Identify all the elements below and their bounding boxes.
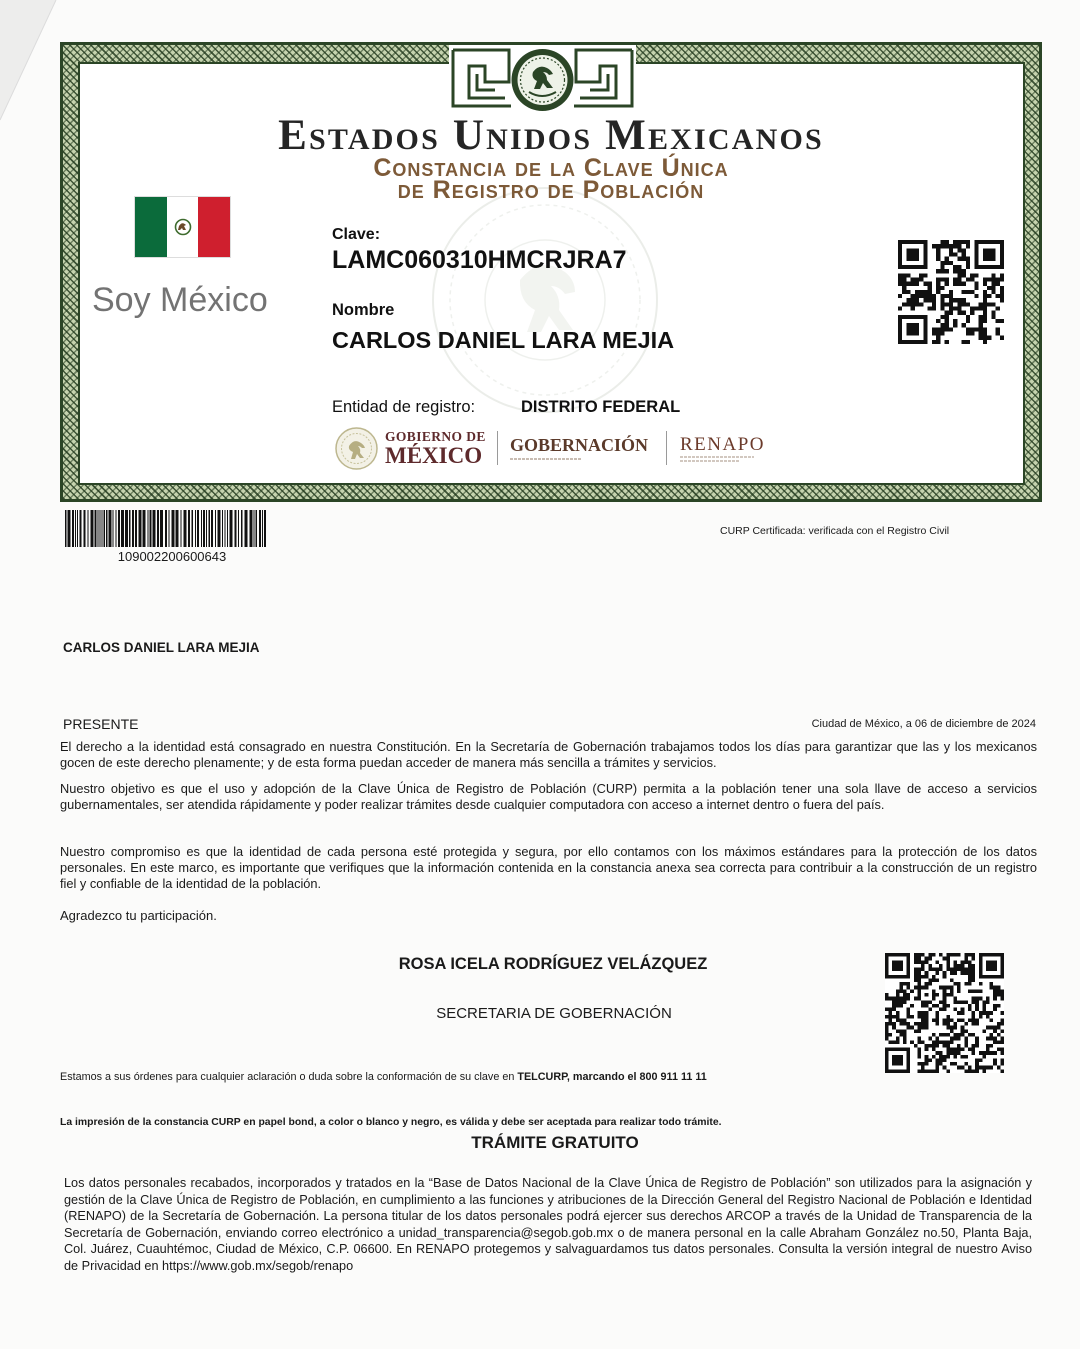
logo-separator xyxy=(497,431,498,465)
entidad-label: Entidad de registro: xyxy=(332,398,476,416)
renapo-logo: RENAPO xyxy=(680,434,766,455)
letter-place-date: Ciudad de México, a 06 de diciembre de 2024 xyxy=(811,718,1036,730)
signer-title: SECRETARIA DE GOBERNACIÓN xyxy=(436,1005,672,1022)
clave-label: Clave: xyxy=(332,226,381,243)
curp-certificate xyxy=(60,42,1042,502)
certificate-title: Estados Unidos Mexicanos xyxy=(278,112,824,159)
gobierno-logo-line2: MÉXICO xyxy=(385,443,483,468)
gobernacion-logo-subtext xyxy=(510,457,590,461)
letter-paragraph: El derecho a la identidad está consagrado en nuestra Constitución. En la Secretaría de Gobernación trabajamos todos los días para garantizar que las y los mexicanos gocen de este derecho plenamente; y de esta forma puedan acceder de manera más sencilla a trámites y servicios. xyxy=(60,739,1037,770)
nombre-value: CARLOS DANIEL LARA MEJIA xyxy=(332,327,675,353)
letter-closing: Agradezco tu participación. xyxy=(60,908,217,923)
privacy-notice: Los datos personales recabados, incorporados y tratados en la “Base de Datos Nacional de la Clave Única de Registro de Población” son utilizados para la asignación y gestión de la Clave Única de Registro de Población, en cumplimiento a las funciones y atribuciones de la Dirección General del Registro Nacional de Población e Identidad (RENAPO) de la Secretaría de Gobernación. La persona titular de los datos personales podrá ejercer sus derechos ARCOP a través de la Unidad de Transparencia de la Secretaría de Gobernación, enviando correo electrónico a unidad_transparencia@segob.gob.mx o de manera personal en la calle Abraham González no.50, Planta Baja, Col. Juárez, Cuauhtémoc, Ciudad de México, C.P. 06600. En RENAPO protegemos y salvaguardamos tus datos personales. Consulta la versión integral de nuestro Aviso de Privacidad en https://www.gob.mx/segob/renapo xyxy=(64,1176,1032,1273)
gobierno-logo-line1: GOBIERNO DE xyxy=(385,429,486,444)
soy-mexico-slogan: Soy México xyxy=(92,281,268,319)
certificate-subtitle-line2: de Registro de Población xyxy=(397,176,705,204)
nombre-label: Nombre xyxy=(332,301,395,319)
qr-code-icon xyxy=(885,953,1004,1073)
contact-telcurp: TELCURP, marcando el 800 911 11 11 xyxy=(517,1071,707,1083)
certificate-subtitle-line1: Constancia de la Clave Única xyxy=(373,154,729,182)
coat-of-arms-icon xyxy=(445,42,640,114)
renapo-logo-subtext xyxy=(680,455,760,463)
mexican-flag-icon xyxy=(135,197,230,257)
flag-emblem-icon xyxy=(174,218,192,236)
barcode-number: 109002200600643 xyxy=(117,549,227,564)
barcode-icon xyxy=(65,510,270,547)
letter-recipient: CARLOS DANIEL LARA MEJIA xyxy=(63,640,260,655)
entidad-value: DISTRITO FEDERAL xyxy=(521,398,681,416)
contact-line xyxy=(60,1070,707,1084)
logo-separator xyxy=(666,431,667,465)
government-seal-icon xyxy=(335,427,378,470)
watermark-seal-icon xyxy=(425,180,665,420)
clave-value: LAMC060310HMCRJRA7 xyxy=(332,246,627,274)
validity-note: La impresión de la constancia CURP en papel bond, a color o blanco y negro, es válida y debe ser aceptada para realizar todo trámite. xyxy=(60,1117,722,1128)
certified-note: CURP Certificada: verificada con el Registro Civil xyxy=(720,525,950,537)
qr-code-icon xyxy=(898,240,1004,344)
gobernacion-logo: GOBERNACIÓN xyxy=(510,435,649,455)
free-procedure-notice: TRÁMITE GRATUITO xyxy=(471,1133,639,1152)
letter-salutation: PRESENTE xyxy=(63,716,139,732)
contact-text: Estamos a sus órdenes para cualquier aclaración o duda sobre la conformación de su clave en xyxy=(60,1071,515,1083)
letter-paragraph: Nuestro objetivo es que el uso y adopción de la Clave Única de Registro de Población (CURP) permita a la población tener una sola llave de acceso a servicios gubernamentales, ser atendida rápidamente y poder realizar trámites desde cualquier computadora con acceso a internet dentro o fuera del país. xyxy=(60,781,1037,812)
letter-paragraph: Nuestro compromiso es que la identidad de cada persona esté protegida y segura, por ello contamos con los máximos estándares para la protección de los datos personales. En este marco, es importante que verifiques que la información contenida en la constancia anexa sea correcta para contribuir a la construcción de un registro fiel y confiable de la identidad de la población. xyxy=(60,844,1037,891)
signer-name: ROSA ICELA RODRÍGUEZ VELÁZQUEZ xyxy=(398,955,708,973)
